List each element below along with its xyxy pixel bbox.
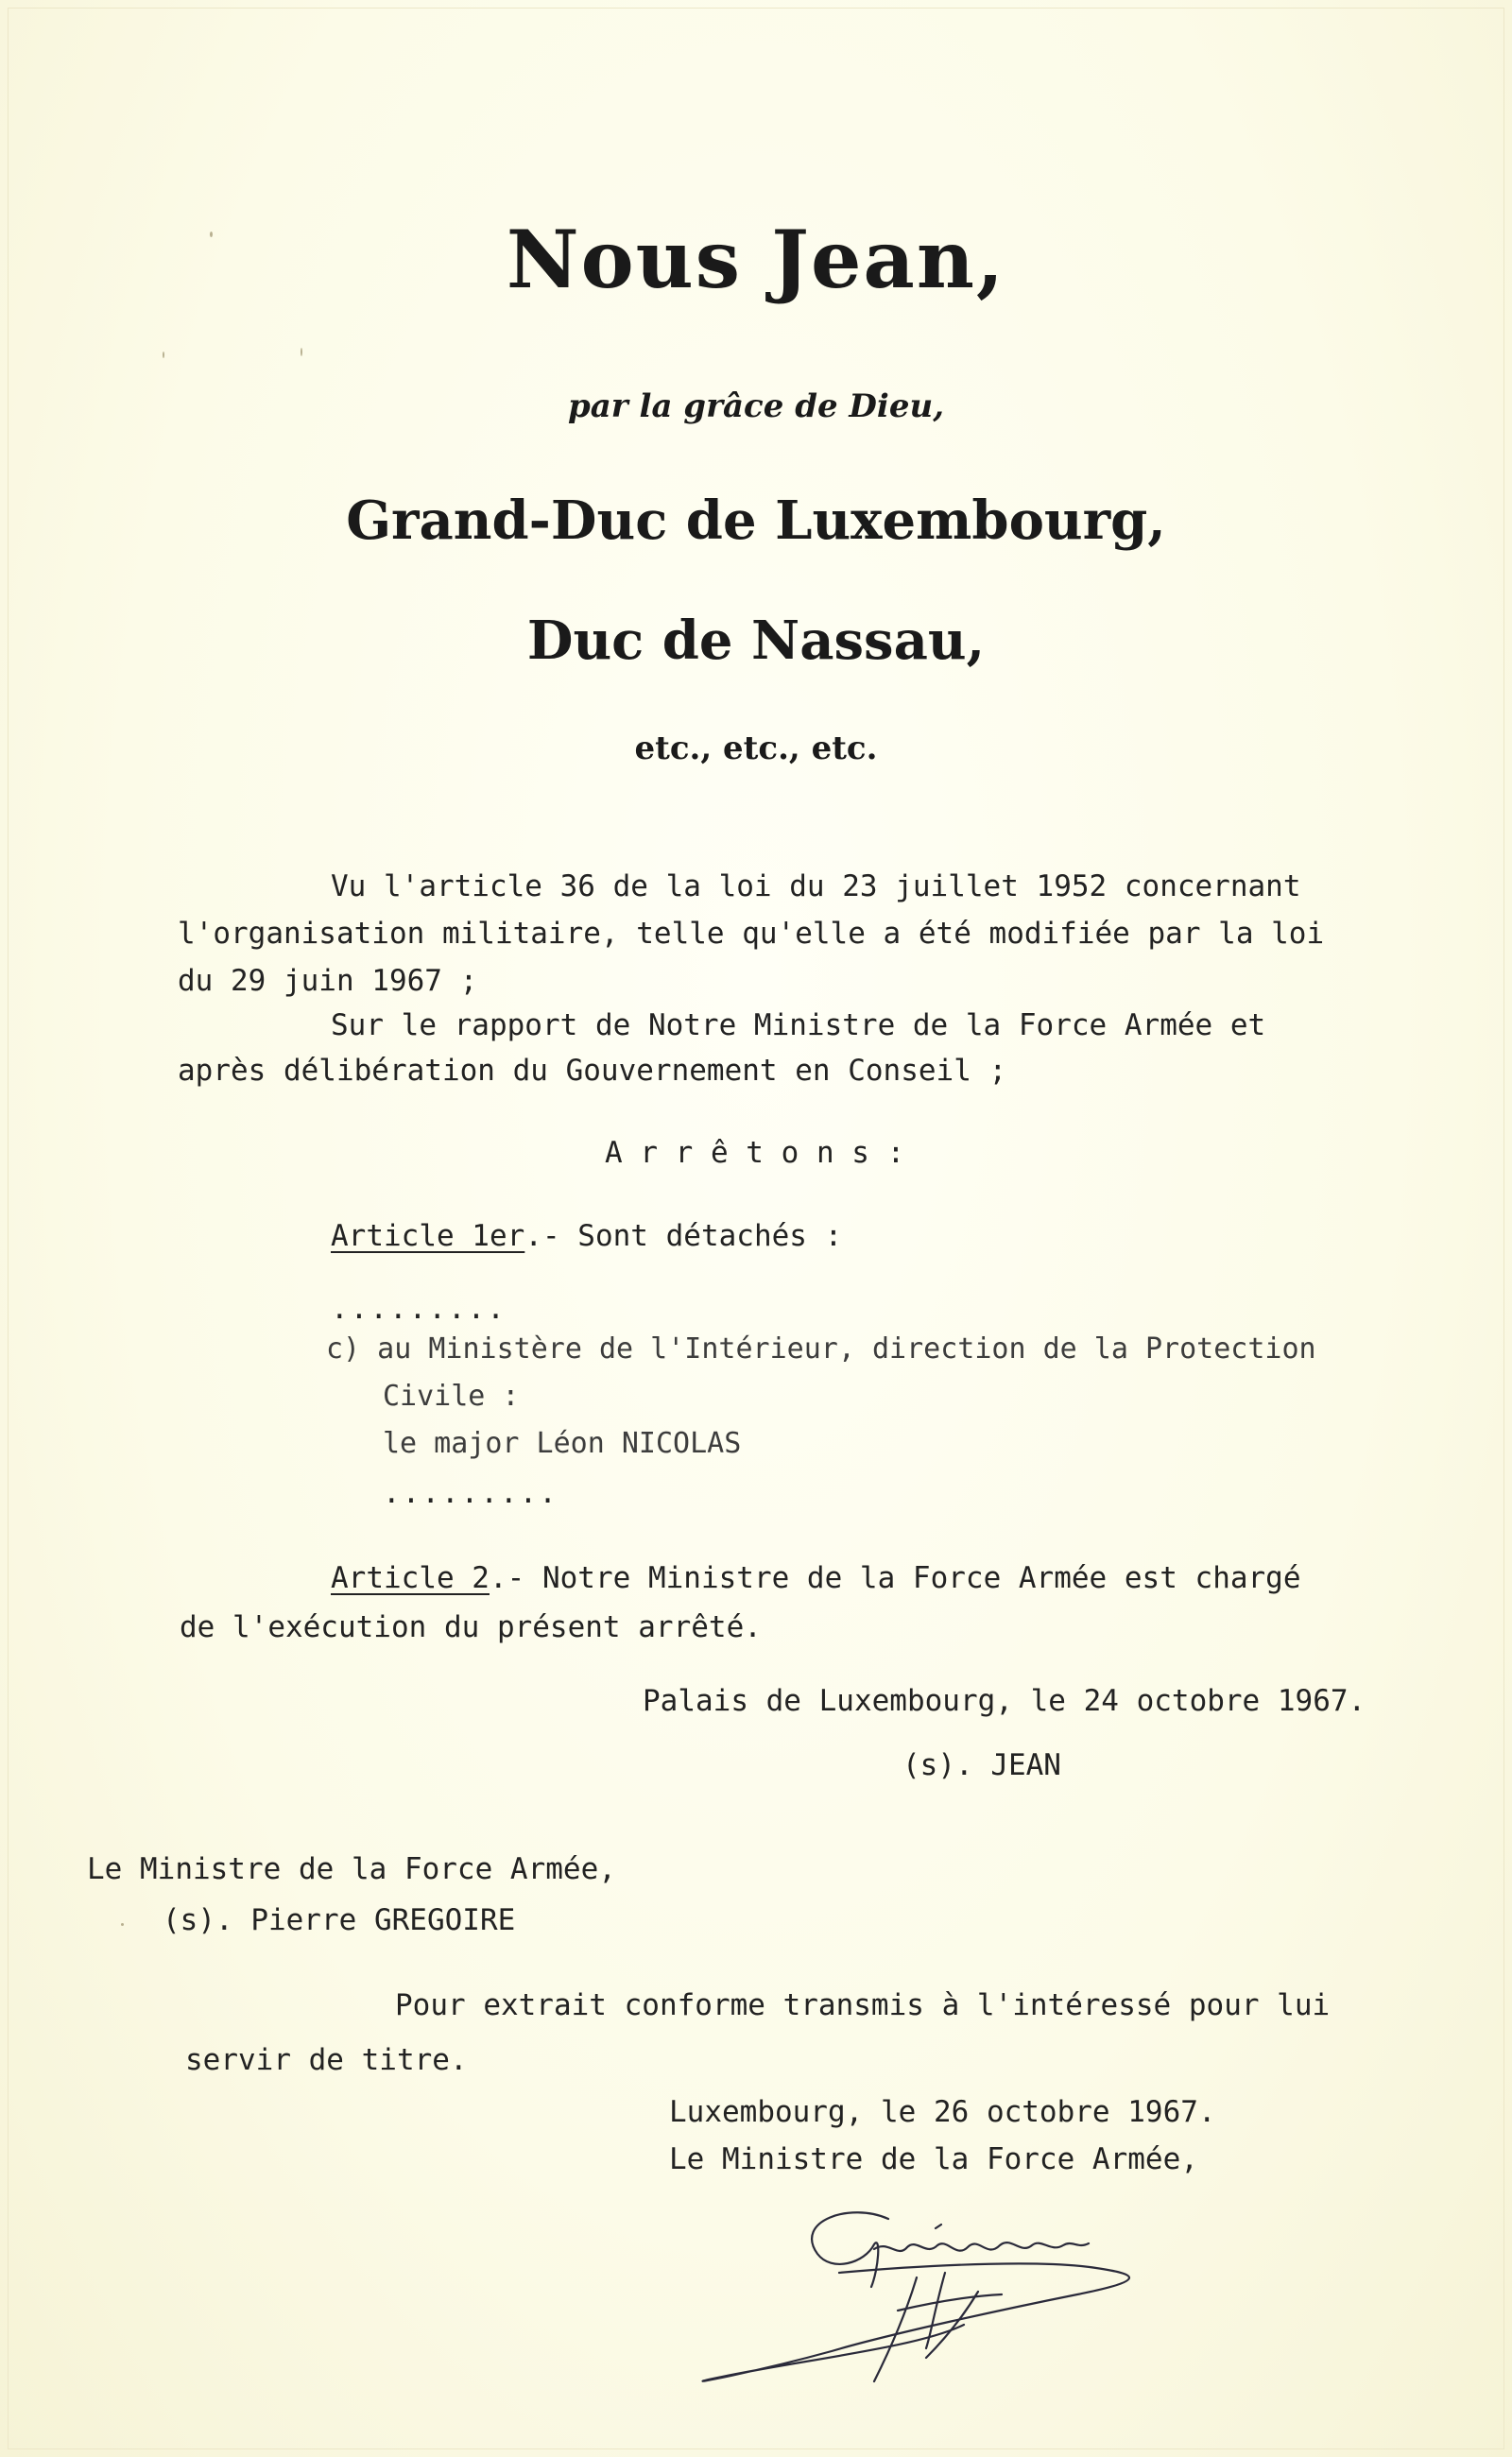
minister-line-2: (s). Pierre GREGOIRE	[163, 1903, 516, 1937]
article-1-item-line-2: Civile :	[383, 1380, 520, 1413]
signed-jean: (s). JEAN	[902, 1748, 1061, 1782]
article-1-label: Article 1er	[331, 1219, 525, 1253]
signature-stroke-vertical-1	[874, 2277, 917, 2381]
signature-accent	[936, 2225, 941, 2228]
ellipsis-dots-2: .........	[383, 1476, 558, 1510]
paper-speck	[163, 352, 164, 358]
extract-date: Luxembourg, le 26 octobre 1967.	[669, 2095, 1216, 2129]
preamble-line-1: Vu l'article 36 de la loi du 23 juillet 1952 concernant	[331, 869, 1301, 903]
article-2-text: .- Notre Ministre de la Force Armée est chargé	[489, 1561, 1301, 1595]
signature-stroke-vertical-2	[926, 2273, 945, 2348]
heading-duc-nassau: Duc de Nassau,	[526, 610, 986, 672]
heading-etc: etc., etc., etc.	[634, 730, 878, 767]
extract-line-1: Pour extrait conforme transmis à l'intéressé pour lui	[395, 1988, 1331, 2022]
article-1	[331, 1217, 842, 1255]
extract-signatory: Le Ministre de la Force Armée,	[669, 2142, 1198, 2176]
article-1-item-line-1: c) au Ministère de l'Intérieur, direction de la Protection	[326, 1332, 1316, 1366]
article-2-label: Article 2	[331, 1561, 490, 1595]
signature-stroke-cross	[898, 2294, 1002, 2311]
signature-stroke-g	[812, 2212, 888, 2287]
extract-line-2: servir de titre.	[185, 2043, 468, 2077]
minister-line-1: Le Ministre de la Force Armée,	[87, 1852, 616, 1886]
handwritten-signature	[605, 2183, 1247, 2410]
article-2	[331, 1559, 1301, 1597]
signature-stroke-name	[874, 2242, 1089, 2251]
ellipsis-dots-1: .........	[331, 1292, 507, 1326]
paper-speck	[210, 232, 213, 237]
article-1-text: .- Sont détachés :	[524, 1219, 843, 1253]
arretons-heading: A r r ê t o n s :	[605, 1136, 905, 1170]
paper-speck	[301, 348, 302, 356]
preamble-line-2: l'organisation militaire, telle qu'elle a été modifiée par la loi	[178, 917, 1325, 951]
heading-grand-duc: Grand-Duc de Luxembourg,	[346, 490, 1166, 552]
preamble-line-5: après délibération du Gouvernement en Conseil ;	[178, 1054, 1007, 1088]
heading-grace: par la grâce de Dieu,	[567, 387, 945, 425]
preamble-line-3: du 29 juin 1967 ;	[178, 964, 478, 998]
article-1-item-line-3: le major Léon NICOLAS	[383, 1427, 742, 1460]
preamble-line-4: Sur le rapport de Notre Ministre de la Force Armée et	[331, 1008, 1266, 1042]
heading-title: Nous Jean,	[506, 213, 1006, 306]
paper-speck	[121, 1923, 124, 1926]
place-date: Palais de Luxembourg, le 24 octobre 1967.	[643, 1684, 1366, 1718]
article-2-line-2: de l'exécution du présent arrêté.	[180, 1610, 762, 1644]
